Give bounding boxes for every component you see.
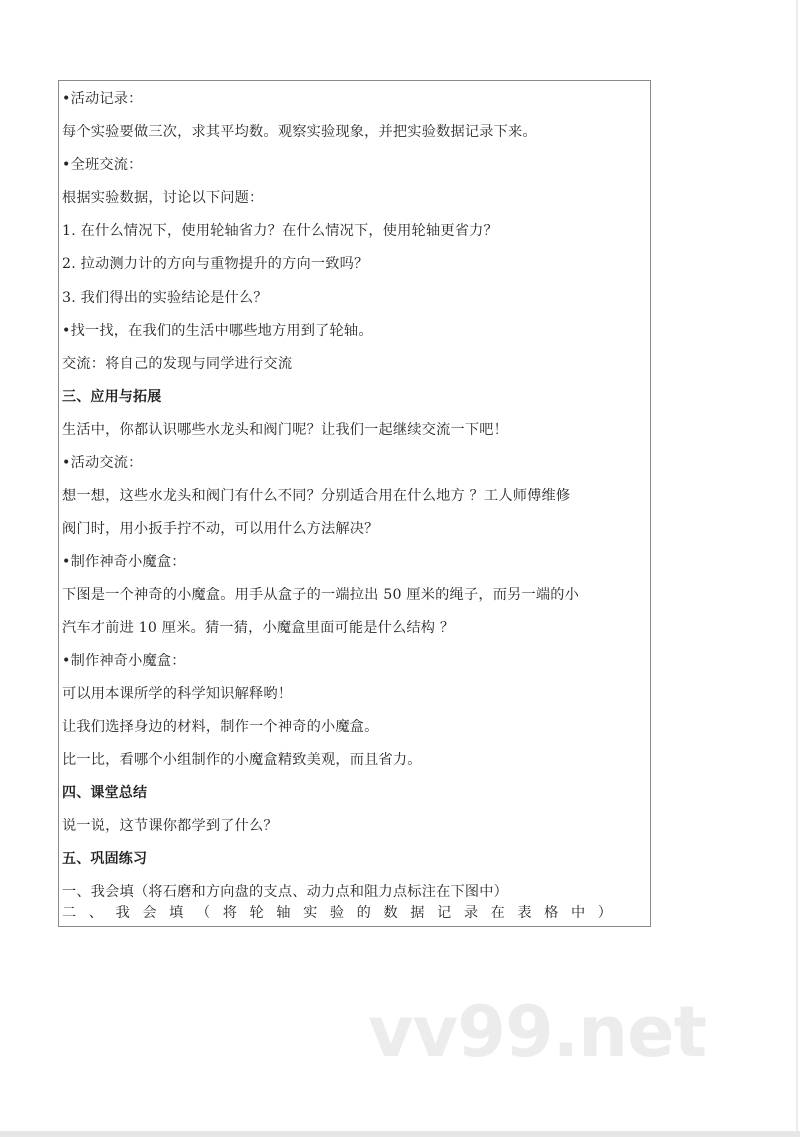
paragraph-line: 想一想，这些水龙头和阀门有什么不同？分别适合用在什么地方 ？工人师傅维修 xyxy=(62,488,571,504)
label-magic-box: •制作神奇小魔盒： xyxy=(62,653,186,669)
paragraph-line: 根据实验数据，讨论以下问题： xyxy=(62,190,264,206)
paragraph-line: 让我们选择身边的材料，制作一个神奇的小魔盒。 xyxy=(62,719,379,735)
paragraph-line: 生活中，你都认识哪些水龙头和阀门呢？让我们一起继续交流一下吧！ xyxy=(62,422,509,438)
page-edge-bottom xyxy=(0,1131,800,1137)
label-class-discussion: •全班交流： xyxy=(62,157,143,173)
paragraph-line: 交流：将自己的发现与同学进行交流 xyxy=(62,356,293,372)
label-magic-box: •制作神奇小魔盒： xyxy=(62,554,186,570)
section-heading-5: 五、巩固练习 xyxy=(62,851,148,867)
label-activity-record: •活动记录： xyxy=(62,91,143,107)
exercise-2: 二、我会填（将轮轴实验的数据记录在表格中） xyxy=(62,905,625,921)
paragraph-line: •找一找，在我们的生活中哪些地方用到了轮轴。 xyxy=(62,323,373,339)
lesson-content-table-cell xyxy=(58,80,651,927)
paragraph-line: 汽车才前进 10 厘米。猜一猜，小魔盒里面可能是什么结构 ？ xyxy=(62,620,455,636)
paragraph-line: 下图是一个神奇的小魔盒。用手从盒子的一端拉出 50 厘米的绳子，而另一端的小 xyxy=(62,587,580,603)
question-3: 3. 我们得出的实验结论是什么？ xyxy=(62,290,268,306)
paragraph-line: 阀门时，用小扳手拧不动，可以用什么方法解决？ xyxy=(62,521,379,537)
question-2: 2. 拉动测力计的方向与重物提升的方向一致吗？ xyxy=(62,256,369,272)
label-activity-discussion: •活动交流： xyxy=(62,455,143,471)
paragraph-line: 每个实验要做三次，求其平均数。观察实验现象，并把实验数据记录下来。 xyxy=(62,124,537,140)
paragraph-line: 比一比，看哪个小组制作的小魔盒精致美观，而且省力。 xyxy=(62,752,422,768)
section-heading-4: 四、课堂总结 xyxy=(62,785,148,801)
page-edge xyxy=(796,0,798,1132)
paragraph-line: 说一说，这节课你都学到了什么？ xyxy=(62,818,278,834)
watermark: vv99.net xyxy=(368,991,707,1073)
exercise-1: 一、我会填（将石磨和方向盘的支点、动力点和阻力点标注在下图中） xyxy=(62,884,509,900)
question-1: 1. 在什么情况下，使用轮轴省力？在什么情况下，使用轮轴更省力？ xyxy=(62,223,498,239)
section-heading-3: 三、应用与拓展 xyxy=(62,389,162,405)
paragraph-line: 可以用本课所学的科学知识解释哟！ xyxy=(62,686,293,702)
